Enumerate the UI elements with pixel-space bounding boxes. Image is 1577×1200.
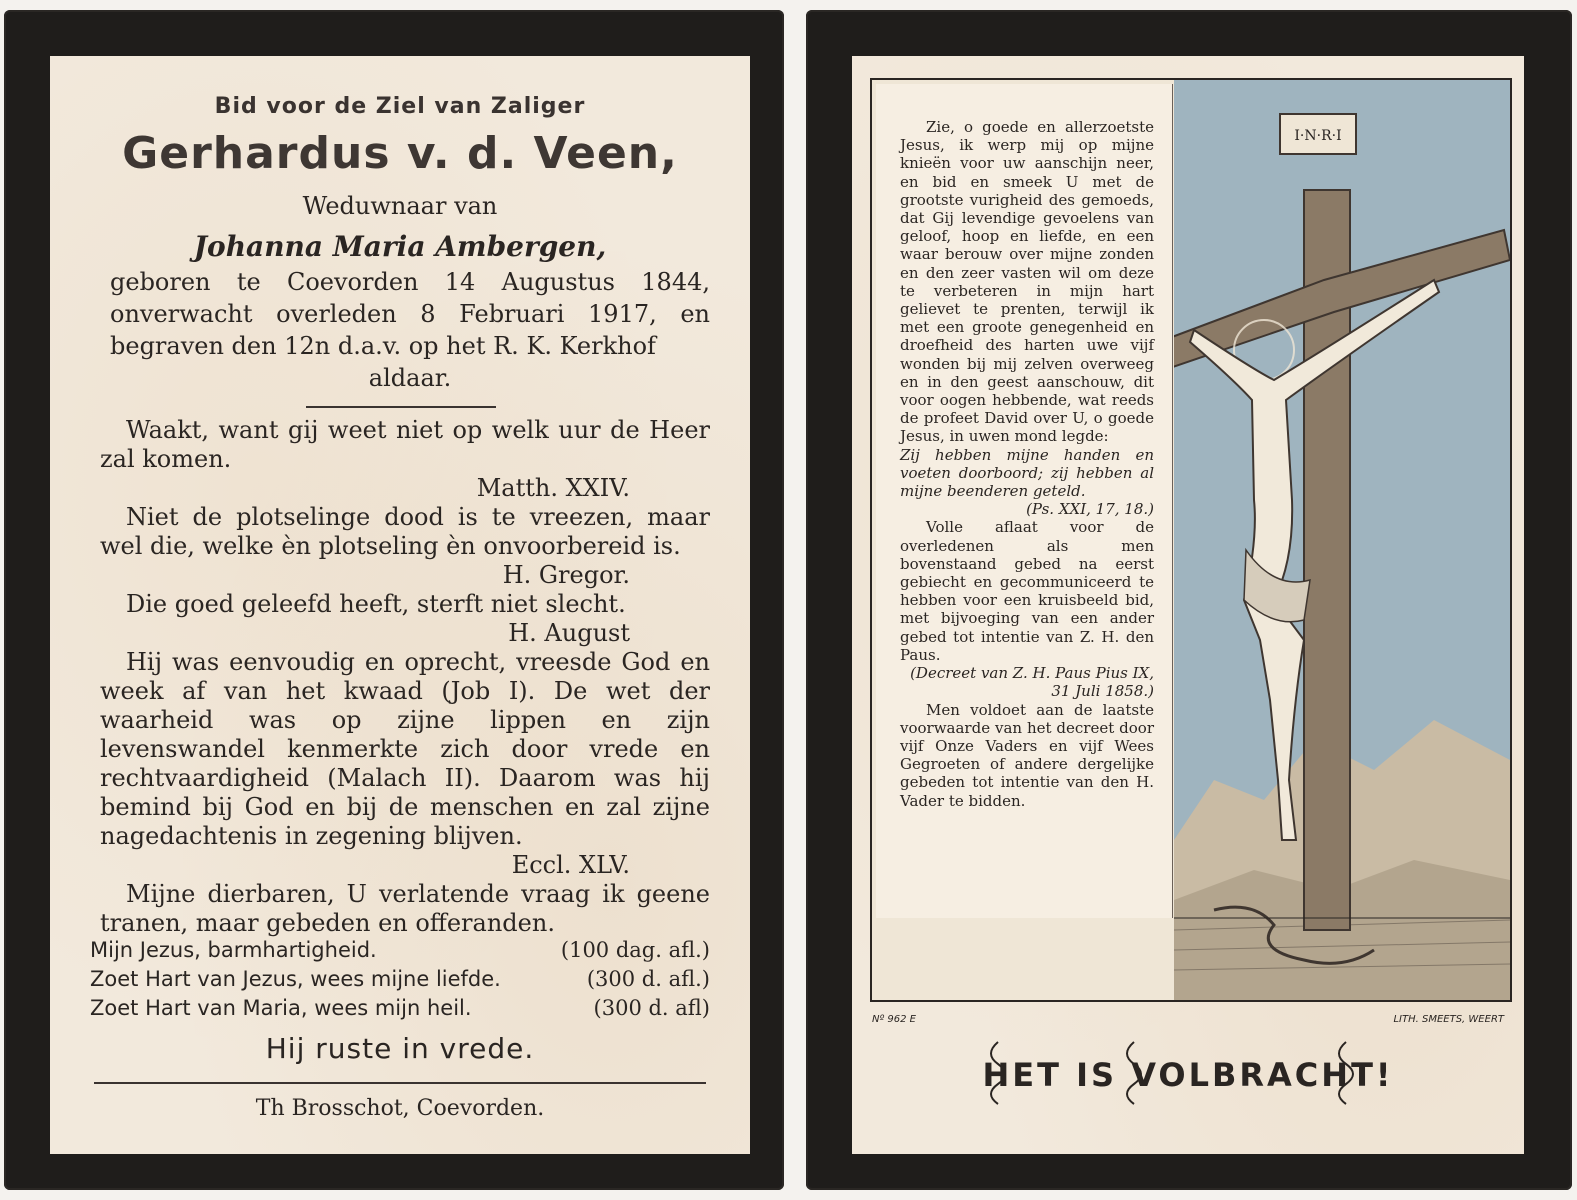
devotional-prayer <box>900 118 1154 810</box>
plate-number: Nº 962 E <box>872 1014 916 1025</box>
quote-text: Mijne dierbaren, U verlatende vraag ik geene tranen, maar gebeden en offeranden. <box>100 880 710 937</box>
quote-reference: H. Gregor. <box>502 561 630 589</box>
deceased-name: Gerhardus v. d. Veen, <box>122 128 678 179</box>
indulgence-paragraph: Volle aflaat voor de overledenen als men bovenstaand gebed na eerst gebiecht en gecommuniceerd te hebben voor een kruisbeeld bid, met bijvoeging van een ander gebed tot intentie van Z. H. den Paus. <box>900 518 1154 664</box>
prayer-panel <box>876 84 1173 918</box>
card-back-paper <box>852 56 1524 1154</box>
prayer-row <box>90 994 710 1023</box>
printer-credit: Th Brosschot, Coevorden. <box>255 1096 545 1121</box>
quote-text: Hij was eenvoudig en oprecht, vreesde God en week af van het kwaad (Job I). De wet der waarheid was op zijne lippen en zijn levenswandel kenmerkte zich door vrede en rechtvaardigheid (Malach II). Daarom was hij bemind bij God en bij de menschen en zal zijne nagedachtenis in zegening blijven. <box>100 648 710 850</box>
quote-text: Die goed geleefd heeft, sterft niet slecht. <box>126 590 626 618</box>
footer-rule <box>94 1082 706 1084</box>
image-frame <box>870 78 1512 1002</box>
rest-in-peace: Hij ruste in vrede. <box>265 1032 535 1065</box>
biography-text <box>110 266 710 394</box>
prayer-paragraph: Zie, o goede en allerzoetste Jesus, ik werp mij op mijne knieën voor uw aanschijn neer, en bid en smeek U met de grootste vurigheid des gemoeds, dat Gij levendige gevoelens van geloof, hoop en liefde, en een waar berouw over mijne zonden en den zeer vasten wil om deze te verbeteren in mijn hart gelievet te prenten, terwijl ik met een groote genegenheid en droefheid des harten uwe vijf wonden bij mij zelven overweeg en in den geest aanschouw, dit voor oogen hebbende, wat reeds de profeet David over U, o goede Jesus, in uwen mond legde: <box>900 118 1154 446</box>
divider-rule <box>306 406 496 408</box>
indulgence-days: (100 dag. afl.) <box>560 938 710 962</box>
lithographer-credit: LITH. SMEETS, WEERT <box>1393 1014 1504 1025</box>
card-front-paper <box>50 56 750 1154</box>
condition-paragraph: Men voldoet aan de laatste voorwaarde van het decreet door vijf Onze Vaders en vijf Wees Gegroeten of andere dergelijke gebeden tot intentie van den H. Vader te bidden. <box>900 700 1154 810</box>
inri-plaque: I·N·R·I <box>1294 128 1342 144</box>
quotes-section <box>100 416 710 938</box>
quote-text: Niet de plotselinge dood is te vreezen, maar wel die, welke èn plotseling èn onvoorbereid is. <box>100 503 710 560</box>
memorial-card-front <box>4 10 784 1190</box>
motto-text: HET IS VOLBRACHT! <box>982 1056 1394 1094</box>
prayer-text: Zoet Hart van Maria, wees mijn heil. <box>90 996 472 1020</box>
indulgence-days: (300 d. afl.) <box>586 967 710 991</box>
prayer-row <box>90 965 710 994</box>
decree-reference: (Decreet van Z. H. Paus Pius IX, 31 Juli 1858.) <box>910 664 1154 701</box>
prayer-row <box>90 936 710 965</box>
quote-reference: Eccl. XLV. <box>511 851 630 879</box>
prayer-text: Zoet Hart van Jezus, wees mijne liefde. <box>90 967 501 991</box>
quote-reference: H. August <box>508 619 630 647</box>
psalm-quote: Zij hebben mijne handen en voeten doorboord; zij hebben al mijne beenderen geteld. <box>900 445 1154 501</box>
quote-reference: Matth. XXIV. <box>476 474 630 502</box>
prayer-text: Mijn Jezus, barmhartigheid. <box>90 938 377 962</box>
psalm-reference: (Ps. XXI, 17, 18.) <box>1026 500 1154 519</box>
biography-end: aldaar. <box>368 364 452 392</box>
crucifixion-illustration <box>1174 80 1510 1000</box>
memorial-card-back <box>806 10 1572 1190</box>
biography-main: geboren te Coevorden 14 Augustus 1844, onverwacht overleden 8 Februari 1917, en begraven den 12n d.a.v. op het R. K. Kerkhof <box>110 268 710 360</box>
indulgence-days: (300 d. afl) <box>593 996 710 1020</box>
short-prayers <box>90 936 710 1023</box>
quote-text: Waakt, want gij weet niet op welk uur de Heer zal komen. <box>100 416 710 473</box>
prayer-heading: Bid voor de Ziel van Zaliger <box>214 94 586 119</box>
widow-of-label: Weduwnaar van <box>302 192 498 220</box>
spouse-name: Johanna Maria Ambergen, <box>193 230 607 263</box>
